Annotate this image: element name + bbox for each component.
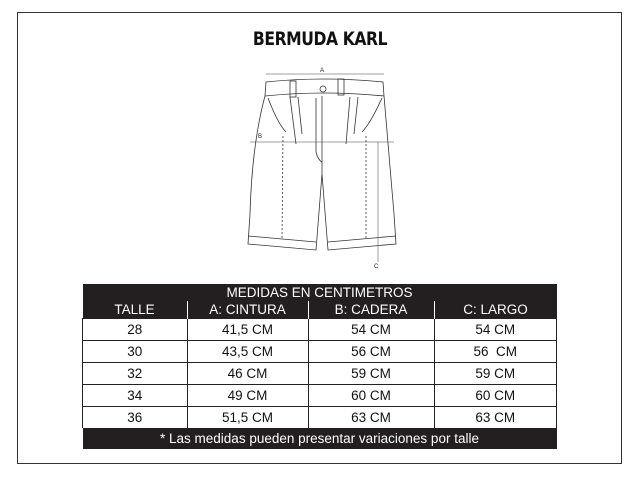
cell-talle: 34 bbox=[83, 385, 188, 407]
cell-cintura: 41,5 CM bbox=[187, 319, 308, 341]
cell-largo: 54 CM bbox=[434, 319, 557, 341]
cell-talle: 36 bbox=[83, 407, 188, 429]
cell-cintura: 43,5 CM bbox=[187, 341, 308, 363]
table-row bbox=[83, 363, 557, 385]
cell-cintura: 46 CM bbox=[187, 363, 308, 385]
table-row bbox=[83, 385, 557, 407]
table-header-row bbox=[83, 284, 557, 301]
shorts-diagram bbox=[238, 64, 398, 274]
column-cintura: A: CINTURA bbox=[187, 301, 308, 319]
cell-largo: 59 CM bbox=[434, 363, 557, 385]
column-talle: TALLE bbox=[83, 301, 188, 319]
cell-cadera: 59 CM bbox=[308, 363, 434, 385]
size-table bbox=[82, 284, 557, 449]
cell-largo: 60 CM bbox=[434, 385, 557, 407]
cell-talle: 32 bbox=[83, 363, 188, 385]
column-largo: C: LARGO bbox=[434, 301, 557, 319]
column-cadera: B: CADERA bbox=[308, 301, 434, 319]
label-a: A bbox=[319, 68, 325, 74]
table-row bbox=[83, 407, 557, 429]
cell-talle: 30 bbox=[83, 341, 188, 363]
cell-cadera: 56 CM bbox=[308, 341, 434, 363]
label-c: C bbox=[374, 264, 379, 270]
table-header: MEDIDAS EN CENTIMETROS bbox=[83, 284, 557, 301]
product-title: BERMUDA KARL bbox=[252, 28, 388, 50]
column-header-row bbox=[83, 301, 557, 319]
cell-largo: 56 CM bbox=[434, 341, 557, 363]
cell-cadera: 63 CM bbox=[308, 407, 434, 429]
cell-cintura: 51,5 CM bbox=[187, 407, 308, 429]
cell-talle: 28 bbox=[83, 319, 188, 341]
table-row bbox=[83, 341, 557, 363]
cell-cintura: 49 CM bbox=[187, 385, 308, 407]
table-footnote: * Las medidas pueden presentar variaciones por talle bbox=[83, 428, 557, 449]
cell-cadera: 54 CM bbox=[308, 319, 434, 341]
label-b: B bbox=[258, 134, 263, 140]
table-footnote-row bbox=[83, 428, 557, 449]
cell-cadera: 60 CM bbox=[308, 385, 434, 407]
table-row bbox=[83, 319, 557, 341]
cell-largo: 63 CM bbox=[434, 407, 557, 429]
